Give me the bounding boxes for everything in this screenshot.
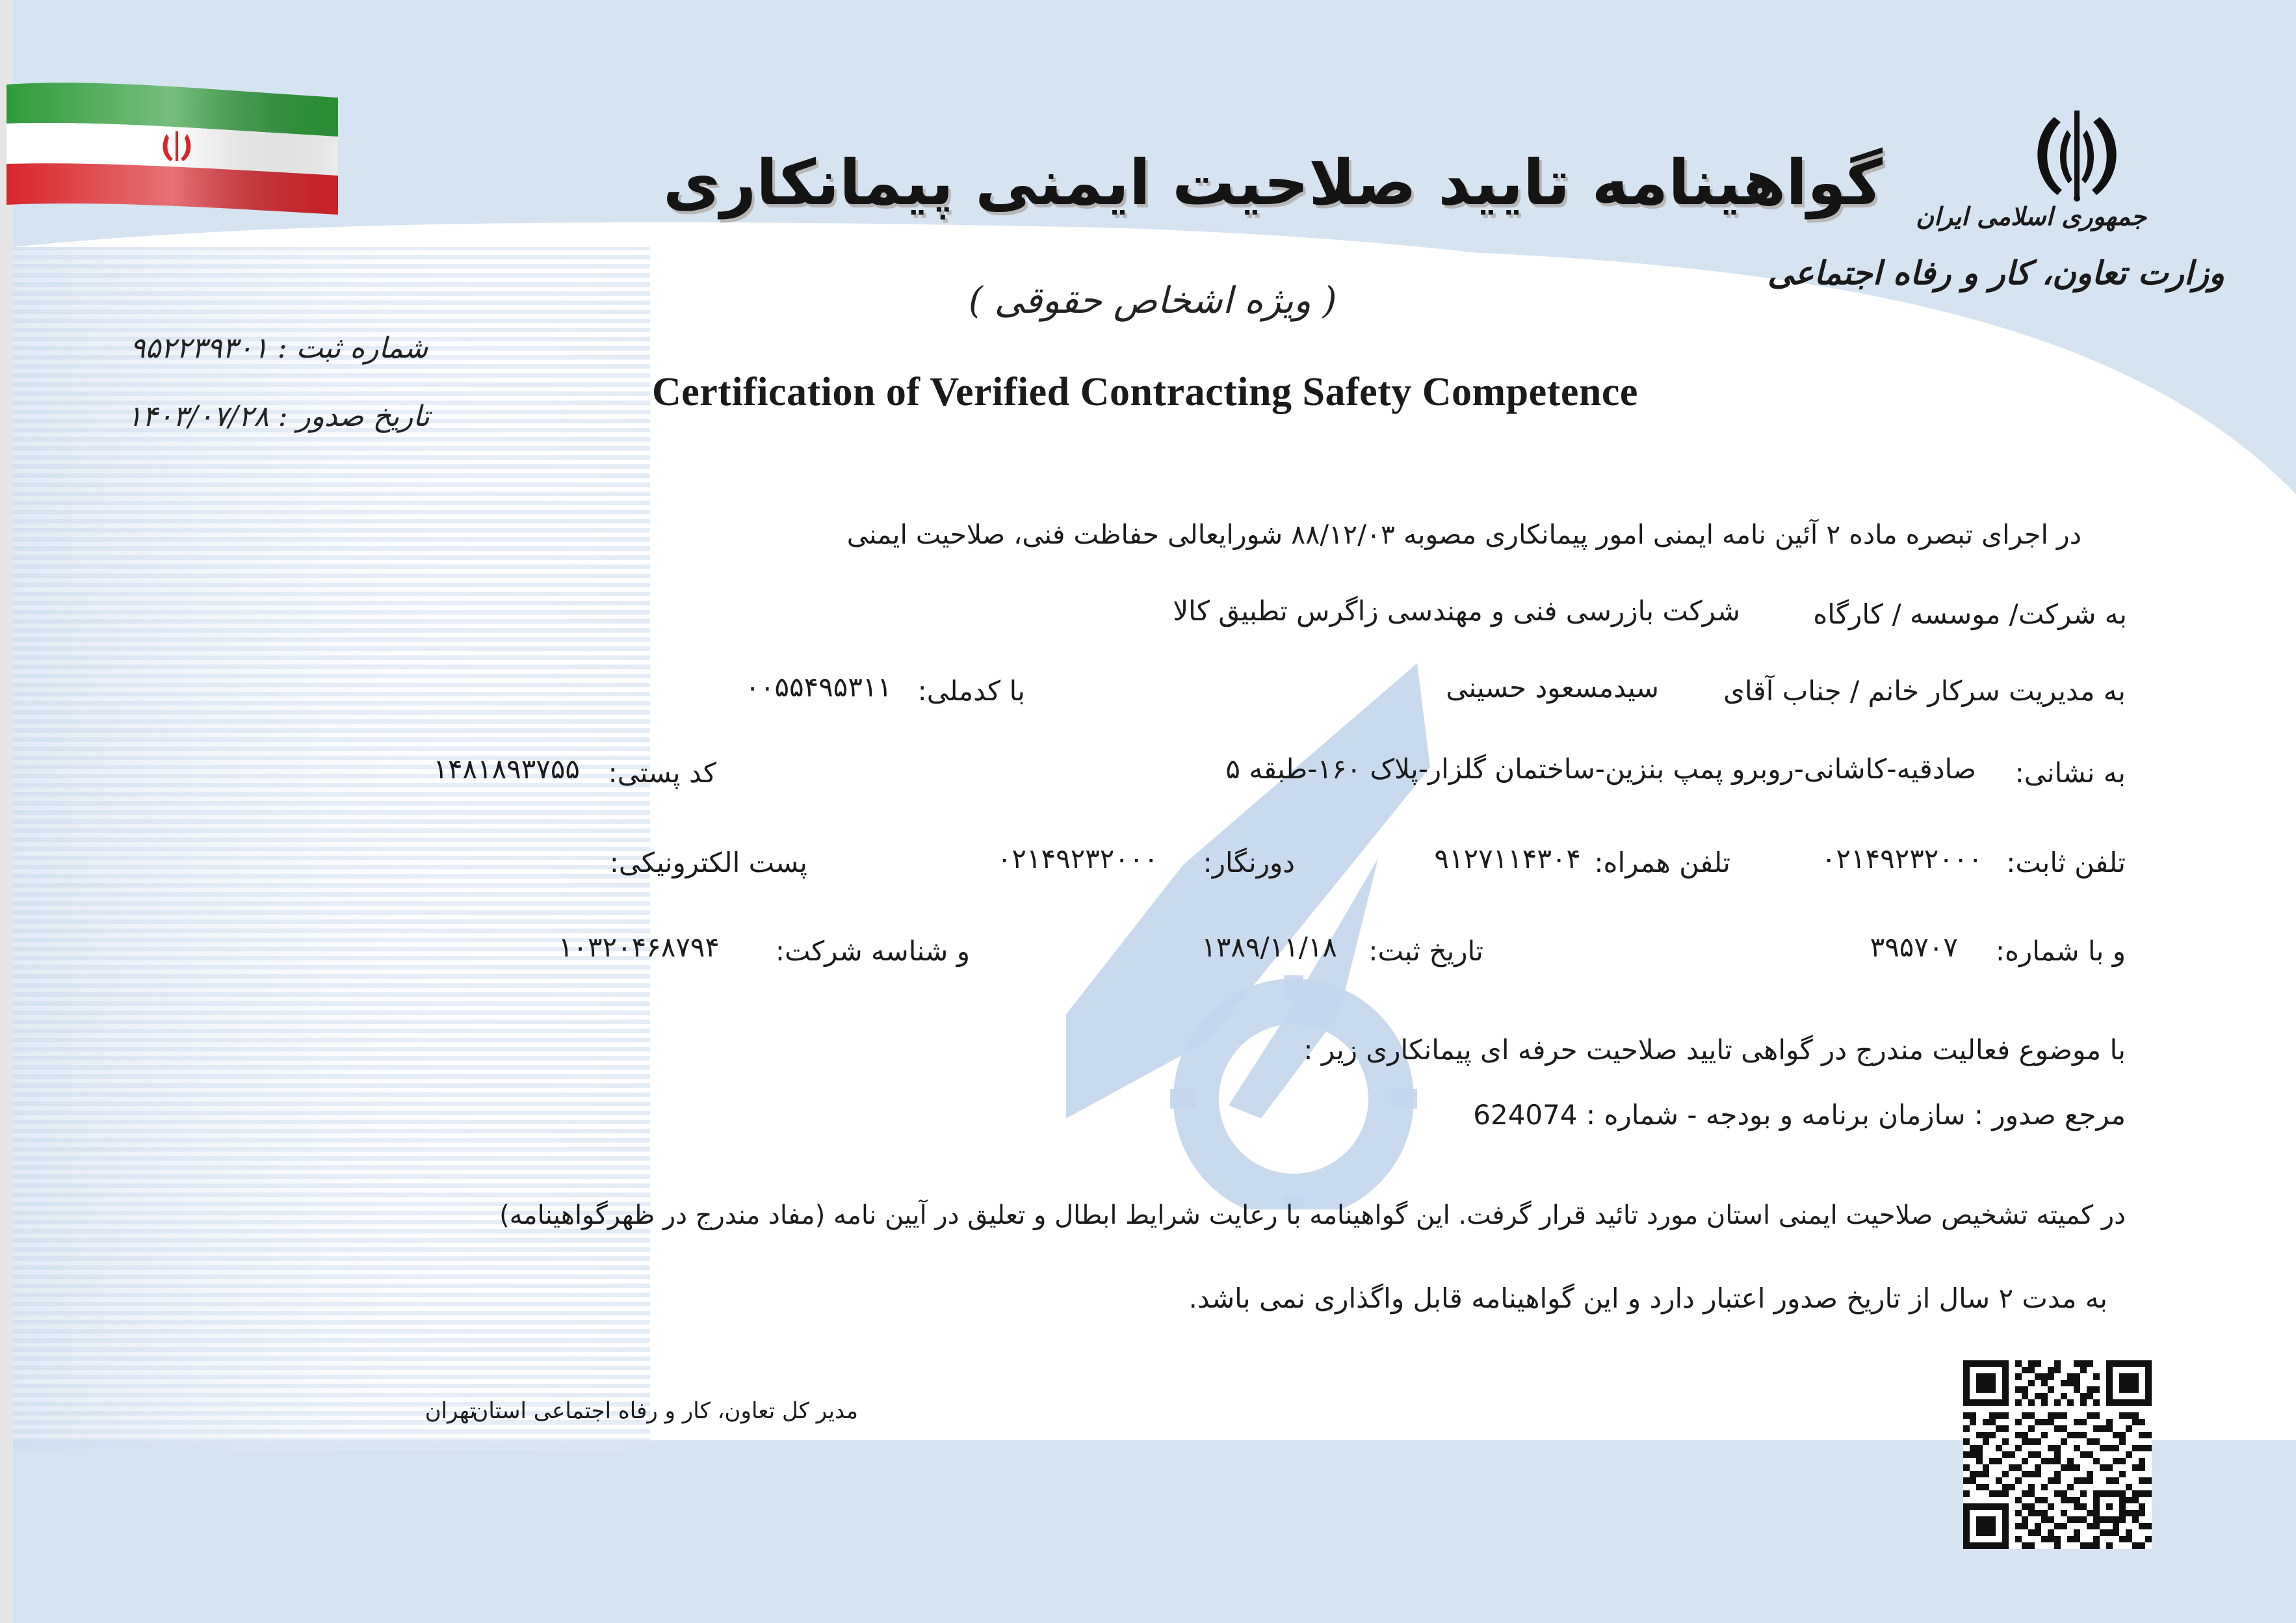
mobile-value: ۹۱۲۷۱۱۴۳۰۴ — [1434, 843, 1581, 875]
ministry-country: جمهوری اسلامی ایران — [1916, 202, 2146, 231]
national-id-label: با کدملی: — [917, 675, 1025, 707]
signatory-province: تهران — [424, 1398, 476, 1424]
iran-emblem-icon — [2028, 111, 2126, 202]
company-label: به شرکت/ موسسه / کارگاه — [1813, 598, 2127, 630]
committee-text: در کمیته تشخیص صلاحیت ایمنی استان مورد تائید قرار گرفت. این گواهینامه با رعایت شرایط ابطال و تعلیق در آیین نامه (مفاد مندرج در ظهرگواهینامه) — [499, 1200, 2126, 1230]
reg-date-label: تاریخ ثبت: — [1368, 935, 1483, 967]
page-subtitle-fa: ( ویژه اشخاص حقوقی ) — [969, 280, 1337, 322]
reg-number-label: و با شماره: — [1995, 935, 2126, 967]
reference-text: مرجع صدور : سازمان برنامه و بودجه - شماره : 624074 — [1473, 1099, 2126, 1131]
registration-number — [130, 332, 428, 365]
manager-label: به مدیریت سرکار خانم / جناب آقای — [1723, 675, 2126, 707]
registration-number-value: ۹۵۲۲۳۹۳۰۱ — [130, 332, 268, 365]
page-title-en: Certification of Verified Contracting Safety Competence — [652, 370, 1638, 414]
company-id-label: و شناسه شرکت: — [775, 935, 970, 967]
reg-number-value: ۳۹۵۷۰۷ — [1870, 931, 1958, 963]
reg-date-value: ۱۳۸۹/۱۱/۱۸ — [1201, 931, 1337, 963]
email-label: پست الکترونیکی: — [609, 847, 807, 878]
signatory-title: مدیر کل تعاون، کار و رفاه اجتماعی استان — [472, 1398, 858, 1424]
validity-text: به مدت ۲ سال از تاریخ صدور اعتبار دارد و این گواهینامه قابل واگذاری نمی باشد. — [1188, 1282, 2107, 1314]
qr-code[interactable] — [1963, 1360, 2152, 1549]
fax-label: دورنگار: — [1203, 847, 1295, 878]
registration-date-value: ۱۴۰۳/۰۷/۲۸ — [127, 400, 269, 433]
address-value: صادقیه-کاشانی-روبرو پمپ بنزین-ساختمان گلزار-پلاک ۱۶۰-طبقه ۵ — [1225, 753, 1976, 785]
activity-text: با موضوع فعالیت مندرج در گواهی تایید صلاحیت حرفه ای پیمانکاری زیر : — [1303, 1034, 2126, 1066]
phone-value: ۰۲۱۴۹۲۳۲۰۰۰ — [1821, 843, 1983, 875]
address-label: به نشانی: — [2015, 757, 2126, 789]
registration-date — [127, 400, 430, 433]
manager-value: سیدمسعود حسینی — [1446, 672, 1659, 704]
company-value: شرکت بازرسی فنی و مهندسی زاگرس تطبیق کالا — [1173, 595, 1740, 627]
fax-value: ۰۲۱۴۹۲۳۲۰۰۰ — [997, 843, 1158, 875]
page-title-fa: گواهینامه تایید صلاحیت ایمنی پیمانکاری — [663, 146, 1883, 219]
intro-text: در اجرای تبصره ماده ۲ آئین نامه ایمنی امور پیمانکاری مصوبه ۸۸/۱۲/۰۳ شورایعالی حفاظت فنی، صلاحیت ایمنی — [846, 519, 2081, 550]
mobile-label: تلفن همراه: — [1594, 847, 1730, 878]
national-id-value: ۰۰۵۵۴۹۵۳۱۱ — [745, 671, 892, 703]
postal-code-label: کد پستی: — [608, 757, 716, 789]
iran-flag-icon — [7, 78, 345, 221]
registration-date-label: تاریخ صدور : — [278, 400, 430, 433]
registration-number-label: شماره ثبت : — [277, 332, 428, 365]
phone-label: تلفن ثابت: — [2006, 847, 2126, 878]
company-id-value: ۱۰۳۲۰۴۶۸۷۹۴ — [558, 931, 720, 963]
postal-code-value: ۱۴۸۱۸۹۳۷۵۵ — [433, 753, 580, 785]
watermark-emblem — [1014, 650, 1482, 1209]
ministry-name: وزارت تعاون، کار و رفاه اجتماعی — [1767, 254, 2224, 292]
